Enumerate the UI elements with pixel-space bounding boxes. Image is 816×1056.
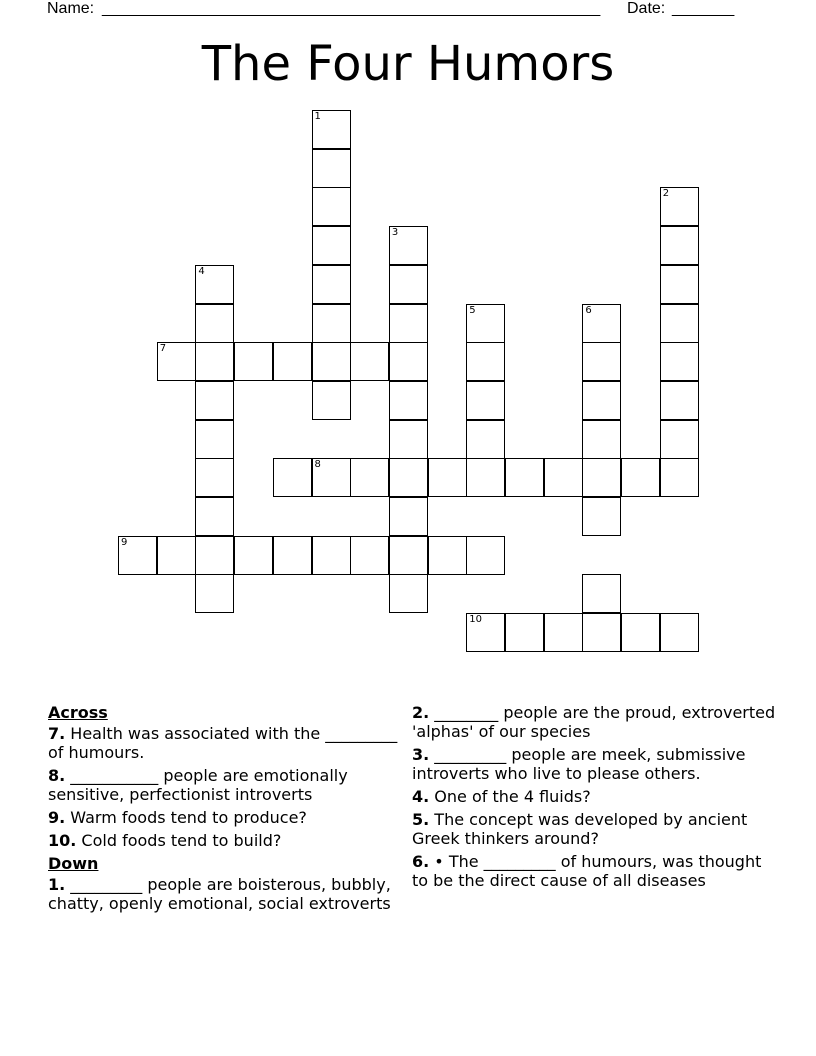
clue-text: Cold foods tend to build?: [76, 831, 282, 850]
clues-right-column: [412, 703, 782, 894]
crossword-cell[interactable]: [389, 342, 428, 381]
down-heading: Down: [48, 854, 99, 873]
header: [0, 0, 816, 22]
crossword-cell[interactable]: [312, 342, 351, 381]
date-label: Date:: [627, 0, 666, 17]
clue-number-label: 1: [314, 111, 321, 122]
crossword-cell[interactable]: [544, 613, 583, 652]
clue-number-label: 4: [198, 265, 205, 277]
clue-across-7: [48, 724, 408, 762]
crossword-cell[interactable]: [660, 187, 699, 226]
crossword-cell[interactable]: [621, 458, 660, 497]
clue-number: 8.: [48, 766, 66, 785]
crossword-cell[interactable]: [312, 265, 351, 304]
crossword-cell[interactable]: [389, 226, 428, 265]
crossword-cell[interactable]: [389, 381, 428, 420]
clue-text: _________ people are boisterous, bubbly, chatty, openly emotional, social extroverts: [48, 875, 391, 913]
crossword-cell[interactable]: [660, 226, 699, 265]
clue-number-label: 8: [314, 459, 321, 471]
clue-down-2: [412, 703, 782, 741]
crossword-cell[interactable]: [582, 381, 621, 420]
clue-text: ___________ people are emotionally sensitive, perfectionist introverts: [48, 766, 348, 804]
clue-down-6: [412, 852, 782, 890]
crossword-cell[interactable]: [312, 381, 351, 420]
crossword-cell[interactable]: [660, 381, 699, 420]
crossword-cell[interactable]: [389, 536, 428, 575]
across-heading: Across: [48, 703, 108, 722]
crossword-cell[interactable]: [195, 342, 234, 381]
crossword-cell[interactable]: [466, 613, 505, 652]
crossword-cell[interactable]: [466, 458, 505, 497]
crossword-cell[interactable]: [505, 458, 544, 497]
crossword-cell[interactable]: [660, 342, 699, 381]
crossword-cell[interactable]: [660, 265, 699, 304]
clue-number-label: 10: [469, 614, 483, 626]
crossword-cell[interactable]: [389, 574, 428, 613]
date-line[interactable]: _______: [672, 0, 735, 17]
crossword-cell[interactable]: [312, 458, 351, 497]
crossword-cell[interactable]: [389, 458, 428, 497]
crossword-cell[interactable]: [428, 536, 467, 575]
crossword-cell[interactable]: [582, 458, 621, 497]
crossword-cell[interactable]: [660, 304, 699, 343]
crossword-cell[interactable]: [195, 458, 234, 497]
crossword-cell[interactable]: [350, 458, 389, 497]
crossword-cell[interactable]: [582, 342, 621, 381]
clue-number-label: 5: [469, 304, 476, 316]
clue-number-label: 6: [585, 304, 592, 316]
crossword-cell[interactable]: [350, 536, 389, 575]
crossword-cell[interactable]: [273, 342, 312, 381]
crossword-cell[interactable]: [660, 613, 699, 652]
clue-across-10: [48, 831, 408, 850]
crossword-cell[interactable]: [389, 265, 428, 304]
crossword-cell[interactable]: [195, 420, 234, 459]
crossword-cell[interactable]: [389, 420, 428, 459]
crossword-cell[interactable]: [466, 381, 505, 420]
crossword-cell[interactable]: [389, 497, 428, 536]
clue-number: 6.: [412, 852, 430, 871]
clue-number: 3.: [412, 745, 430, 764]
clues-left-column: [48, 703, 408, 917]
crossword-cell[interactable]: [312, 304, 351, 343]
clue-text: Warm foods tend to produce?: [65, 808, 307, 827]
crossword-cell[interactable]: [466, 536, 505, 575]
clue-number-label: 2: [662, 188, 670, 200]
crossword-cell[interactable]: [157, 342, 196, 381]
clue-number: 9.: [48, 808, 66, 827]
clue-text: _________ people are meek, submissive introverts who live to please others.: [412, 745, 746, 783]
crossword-cell[interactable]: [350, 342, 389, 381]
crossword-cell[interactable]: [312, 149, 351, 188]
crossword-cell[interactable]: [234, 536, 273, 575]
crossword-cell[interactable]: [466, 342, 505, 381]
crossword-cell[interactable]: [660, 458, 699, 497]
crossword-cell[interactable]: [428, 458, 467, 497]
crossword-cell[interactable]: [582, 613, 621, 652]
clue-number: 2.: [412, 703, 430, 722]
crossword-cell[interactable]: [466, 304, 505, 343]
clue-number-label: 7: [159, 343, 167, 355]
crossword-cell[interactable]: [582, 420, 621, 459]
clue-down-1: [48, 875, 408, 913]
clue-down-5: [412, 810, 782, 848]
crossword-cell[interactable]: [312, 536, 351, 575]
clue-text: • The _________ of humours, was thought to be the direct cause of all diseases: [412, 852, 762, 890]
crossword-cell[interactable]: [466, 420, 505, 459]
clue-number-label: 9: [121, 536, 128, 548]
clue-text: ________ people are the proud, extroverted 'alphas' of our species: [412, 703, 776, 741]
crossword-cell[interactable]: [312, 110, 351, 149]
crossword-cell[interactable]: [195, 304, 234, 343]
crossword-cell[interactable]: [195, 265, 234, 304]
clue-number: 5.: [412, 810, 430, 829]
crossword-cell[interactable]: [273, 536, 312, 575]
name-line[interactable]: ________________________________________________________: [102, 0, 601, 17]
crossword-cell[interactable]: [118, 536, 157, 575]
crossword-cell[interactable]: [312, 187, 351, 226]
crossword-cell[interactable]: [195, 381, 234, 420]
clue-number: 1.: [48, 875, 66, 894]
page-title: The Four Humors: [201, 36, 615, 92]
crossword-cell[interactable]: [195, 536, 234, 575]
crossword-cell[interactable]: [660, 420, 699, 459]
crossword-cell[interactable]: [312, 226, 351, 265]
clue-number: 7.: [48, 724, 66, 743]
clue-text: Health was associated with the _________ of humours.: [48, 724, 398, 762]
crossword-cell[interactable]: [234, 342, 273, 381]
clue-number: 4.: [412, 787, 430, 806]
clue-text: The concept was developed by ancient Greek thinkers around?: [412, 810, 748, 848]
clue-across-9: [48, 808, 408, 827]
clue-text: One of the 4 fluids?: [429, 787, 591, 806]
clue-number-label: 3: [391, 227, 399, 239]
clue-down-4: [412, 787, 782, 806]
crossword-cell[interactable]: [505, 613, 544, 652]
crossword-cell[interactable]: [582, 497, 621, 536]
crossword-cell[interactable]: [621, 613, 660, 652]
name-label: Name:: [47, 0, 95, 17]
crossword-cell[interactable]: [544, 458, 583, 497]
crossword-cell[interactable]: [195, 574, 234, 613]
crossword-cell[interactable]: [195, 497, 234, 536]
crossword-cell[interactable]: [582, 574, 621, 613]
clue-across-8: [48, 766, 408, 804]
crossword-cell[interactable]: [157, 536, 196, 575]
crossword-cell[interactable]: [389, 304, 428, 343]
crossword-cell[interactable]: [582, 304, 621, 343]
crossword-cell[interactable]: [273, 458, 312, 497]
clue-number: 10.: [48, 831, 77, 850]
clue-down-3: [412, 745, 782, 783]
